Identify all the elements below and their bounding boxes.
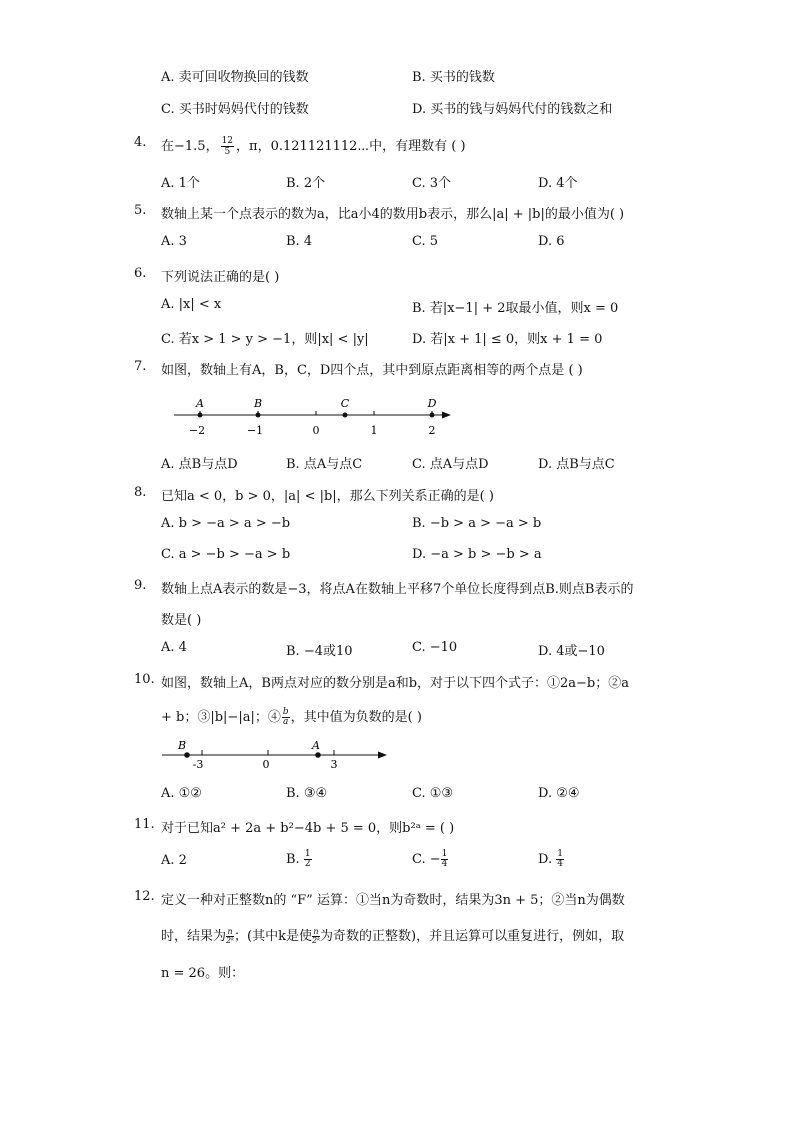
q4-option-d: D. 4个 (538, 176, 578, 191)
q12-stem-line2 (161, 925, 624, 945)
q5-number: 5. (134, 203, 147, 218)
q10-option-d: D. ②④ (538, 786, 580, 801)
q6-number: 6. (134, 266, 147, 281)
q7-tick-label-2: −1 (246, 424, 264, 437)
q7-point-a (198, 413, 203, 418)
q11-option-c (412, 850, 448, 869)
q11-stem: 对于已知a² + 2a + b²−4b + 5 = 0，则b²ᵃ = ( ) (161, 821, 455, 836)
q4-frac-den: 5 (224, 147, 231, 157)
q11-option-a: A. 2 (161, 853, 187, 868)
q11-option-b-prefix: B. (286, 852, 304, 867)
q10-stem-line2 (161, 706, 422, 727)
q4-fraction (221, 136, 234, 157)
q9-option-d: D. 4或−10 (538, 644, 605, 659)
q11-option-d-num: 1 (557, 849, 563, 859)
q12-frac2-den: 2ᵏ (311, 936, 320, 945)
q7-tick-label-1: −2 (188, 424, 206, 437)
q5-option-d: D. 6 (538, 234, 565, 249)
q10-frac-num: b (282, 707, 289, 717)
q10-stem-line2-pre: + b；③|b|−|a|；④ (161, 710, 281, 725)
q7-option-c: C. 点A与点D (412, 457, 489, 472)
q10-stem-line1: 如图，数轴上A，B两点对应的数分别是a和b，对于以下四个式子：①2a−b；②a (161, 676, 630, 691)
q6-option-b: B. 若|x−1| + 2取最小值，则x = 0 (412, 301, 619, 316)
q7-label-d: D (427, 397, 437, 410)
q12-number: 12. (134, 889, 155, 904)
q8-option-a: A. b > −a > a > −b (161, 516, 291, 531)
q10-number: 10. (134, 672, 155, 687)
q8-option-c: C. a > −b > −a > b (161, 547, 291, 562)
q4-number: 4. (134, 135, 147, 150)
q11-option-b (286, 850, 312, 869)
q12-stem-line2-pre: 时，结果为 (161, 929, 227, 944)
q11-option-d-den: 4 (557, 859, 563, 869)
q8-option-d: D. −a > b > −b > a (412, 547, 542, 562)
q6-option-d: D. 若|x + 1| ≤ 0，则x + 1 = 0 (412, 332, 603, 347)
q4-option-c: C. 3个 (412, 176, 452, 191)
q4-option-a: A. 1个 (161, 176, 200, 191)
q4-option-b: B. 2个 (286, 176, 326, 191)
q11-option-d (538, 850, 564, 869)
q10-tick-label-2: 0 (262, 758, 270, 771)
q7-axis-arrow (442, 412, 451, 419)
q3-option-a: A. 卖可回收物换回的钱数 (161, 70, 309, 85)
q10-stem-line2-post: ，其中值为负数的是( ) (290, 710, 422, 725)
q8-option-b: B. −b > a > −a > b (412, 516, 542, 531)
q5-stem: 数轴上某一个点表示的数为a，比a小4的数用b表示，那么|a| + |b|的最小值为( ) (161, 207, 625, 222)
q9-option-a: A. 4 (161, 640, 187, 655)
q7-point-d (430, 413, 435, 418)
q3-option-b: B. 买书的钱数 (412, 70, 495, 85)
q11-option-c-fraction (441, 850, 449, 869)
q7-option-b: B. 点A与点C (286, 457, 363, 472)
q7-option-d: D. 点B与点C (538, 457, 615, 472)
q12-stem-line1: 定义一种对正整数n的 “F” 运算：①当n为奇数时，结果为3n + 5；②当n为偶数 (161, 893, 625, 908)
q11-option-c-num: 1 (441, 849, 448, 859)
q9-stem-line2: 数是( ) (161, 613, 202, 628)
q10-label-b: B (177, 739, 187, 752)
q11-option-c-prefix: C. − (412, 852, 441, 867)
q9-option-b: B. −4或10 (286, 644, 353, 659)
q7-number-line (160, 390, 460, 440)
q10-point-b (184, 752, 190, 758)
q10-option-b: B. ③④ (286, 786, 328, 801)
q10-label-a: A (312, 739, 320, 752)
q7-point-c (343, 413, 348, 418)
q6-option-a: A. |x| < x (161, 297, 222, 312)
q10-point-a (315, 752, 321, 758)
q10-tick-label-3: 3 (330, 758, 338, 771)
q5-option-c: C. 5 (412, 234, 439, 249)
q7-label-c: C (340, 397, 350, 410)
q11-number: 11. (134, 817, 155, 832)
q4-stem-pre: 在−1.5， (161, 139, 219, 154)
q12-stem-line2-post: 为奇数的正整数)，并且运算可以重复进行，例如，取 (320, 929, 625, 944)
q12-frac1-num: n (227, 927, 233, 936)
q5-option-b: B. 4 (286, 234, 313, 249)
q11-option-b-fraction (304, 850, 312, 869)
q10-fraction (282, 708, 290, 727)
q6-stem: 下列说法正确的是( ) (161, 270, 280, 285)
q7-stem: 如图，数轴上有A，B，C，D四个点，其中到原点距离相等的两个点是 ( ) (161, 363, 583, 378)
q7-point-b (256, 413, 261, 418)
q7-label-b: B (253, 397, 263, 410)
q12-stem-line3: n = 26。则： (161, 966, 245, 981)
q7-number: 7. (134, 359, 147, 374)
q12-frac2-num: n (313, 927, 319, 936)
q8-stem: 已知a < 0，b > 0，|a| < |b|，那么下列关系正确的是( ) (161, 489, 494, 504)
q12-frac1-den: 2ᵏ (226, 936, 235, 945)
q7-tick-label-5: 2 (428, 424, 436, 437)
q6-option-c: C. 若x > 1 > y > −1，则|x| < |y| (161, 332, 369, 347)
q7-label-a: A (196, 397, 204, 410)
q10-axis-arrow (378, 752, 387, 759)
q9-option-c: C. −10 (412, 640, 458, 655)
q3-option-d: D. 买书的钱与妈妈代付的钱数之和 (412, 102, 613, 117)
q10-option-a: A. ①② (161, 786, 202, 801)
q12-fraction-1 (226, 928, 234, 945)
q11-option-b-den: 2 (304, 859, 311, 869)
q3-option-c: C. 买书时妈妈代付的钱数 (161, 102, 309, 117)
q10-number-line (158, 737, 394, 773)
q11-option-d-fraction (556, 850, 564, 869)
q4-stem-post: ，π，0.121121112⋯中，有理数有 ( ) (236, 139, 466, 154)
q10-tick-label-1: -3 (192, 758, 204, 771)
q4-stem (161, 135, 466, 157)
q7-tick-label-3: 0 (312, 424, 320, 437)
q9-number: 9. (134, 578, 147, 593)
q8-number: 8. (134, 485, 147, 500)
q11-option-c-den: 4 (441, 859, 448, 869)
q12-fraction-2 (312, 928, 320, 945)
q11-option-b-num: 1 (304, 849, 311, 859)
q4-frac-num: 12 (221, 136, 234, 146)
q7-tick-label-4: 1 (370, 424, 378, 437)
q12-stem-line2-mid: ；(其中k是使 (234, 929, 312, 944)
q11-option-d-prefix: D. (538, 852, 557, 867)
q10-option-c: C. ①③ (412, 786, 454, 801)
q7-option-a: A. 点B与点D (161, 457, 238, 472)
q5-option-a: A. 3 (161, 234, 187, 249)
q9-stem-line1: 数轴上点A表示的数是−3，将点A在数轴上平移7个单位长度得到点B.则点B表示的 (161, 582, 634, 597)
q10-frac-den: a (283, 717, 289, 727)
